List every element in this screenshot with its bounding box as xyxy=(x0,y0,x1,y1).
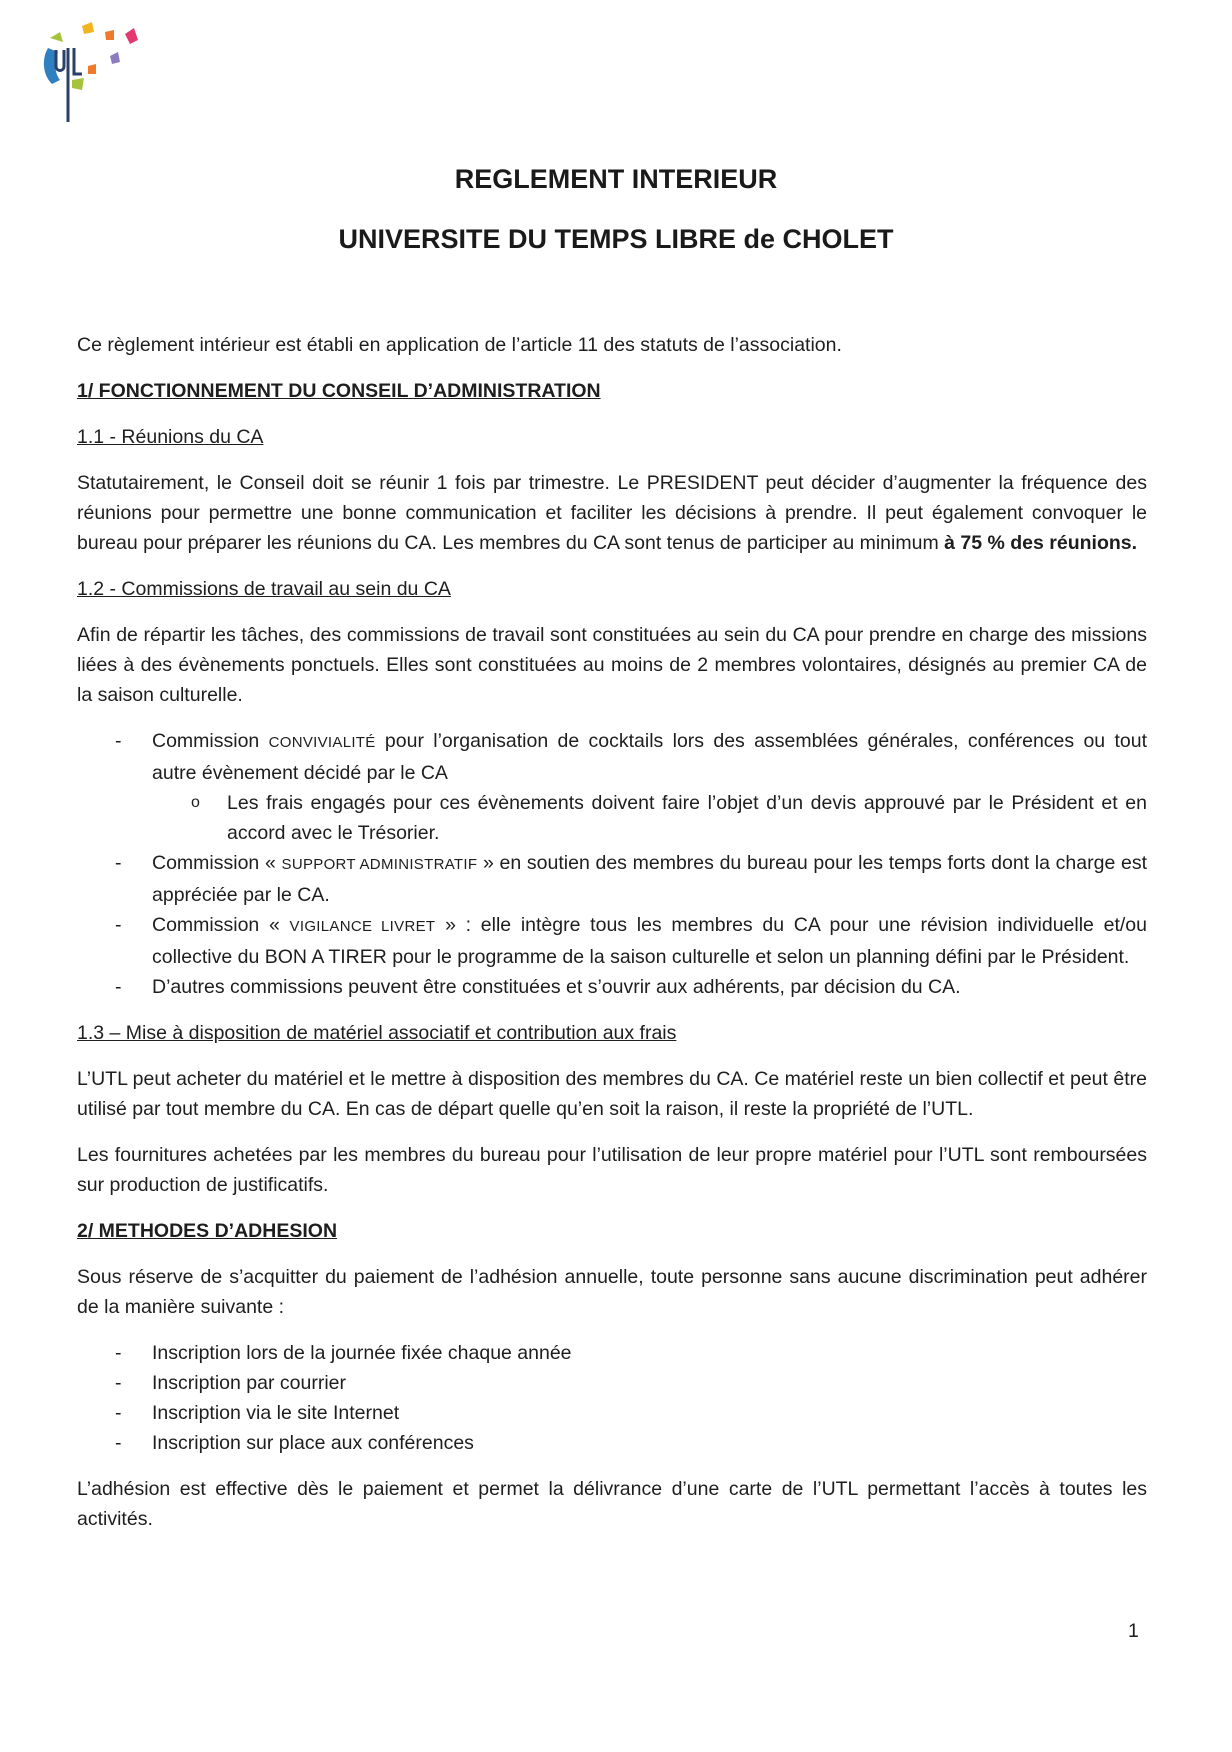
section-1-1-text: Statutairement, le Conseil doit se réunir 1 fois par trimestre. Le PRESIDENT peut décider d’augmenter la fréquence des réunions pour permettre une bonne communication et faciliter les décisions à prendre. Il peut également convoquer le bureau pour préparer les réunions du CA. Les membres du CA sont tenus de participer au minimum xyxy=(77,472,1147,554)
item-text: » en soutien des membres du bureau pour les temps forts dont la charge est appréciée par le CA. xyxy=(152,852,1148,906)
document-body xyxy=(77,330,1147,1550)
utl-logo-icon xyxy=(30,18,160,128)
list-item: - Inscription lors de la journée fixée chaque année xyxy=(77,1338,1147,1368)
document-title: REGLEMENT INTERIEUR xyxy=(454,164,778,194)
section-1-3-paragraph-1: L’UTL peut acheter du matériel et le mettre à disposition des membres du CA. Ce matériel reste un bien collectif et peut être utilisé par tout membre du CA. En cas de départ quelle qu’en soit la raison, il reste la propriété de l’UTL. xyxy=(77,1068,1147,1120)
item-text: Commission « xyxy=(152,852,282,874)
sub-list xyxy=(152,788,1147,848)
list-item xyxy=(77,910,1147,972)
section-1-1-heading: 1.1 - Réunions du CA xyxy=(77,426,264,448)
section-2-heading: 2/ METHODES D’ADHESION xyxy=(77,1220,338,1242)
list-item: - Inscription via le site Internet xyxy=(77,1398,1147,1428)
page-number: 1 xyxy=(1128,1620,1139,1642)
adhesion-methods-list xyxy=(77,1338,1147,1458)
section-2-paragraph: Sous réserve de s’acquitter du paiement de l’adhésion annuelle, toute personne sans aucune discrimination peut adhérer de la manière suivante : xyxy=(77,1266,1147,1318)
list-item: - D’autres commissions peuvent être constituées et s’ouvrir aux adhérents, par décision du CA. xyxy=(77,972,1147,1002)
item-text: » : elle intègre tous les membres du CA pour une révision individuelle et/ou collective du BON A TIRER pour le programme de la saison culturelle et selon un planning défini par le Président. xyxy=(152,914,1147,968)
item-text: Commission « xyxy=(152,914,290,936)
list-item xyxy=(77,848,1147,910)
section-1-heading: 1/ FONCTIONNEMENT DU CONSEIL D’ADMINISTRATION xyxy=(77,380,601,402)
section-1-2-paragraph: Afin de répartir les tâches, des commissions de travail sont constituées au sein du CA pour prendre en charge des missions liées à des évènements ponctuels. Elles sont constituées au moins de 2 membres volontaires, désignés au premier CA de la saison culturelle. xyxy=(77,624,1147,706)
list-item: - Inscription par courrier xyxy=(77,1368,1147,1398)
item-smallcaps: SUPPORT ADMINISTRATIF xyxy=(281,856,478,873)
list-item: - Inscription sur place aux conférences xyxy=(77,1428,1147,1458)
section-1-3-heading: 1.3 – Mise à disposition de matériel associatif et contribution aux frais xyxy=(77,1022,677,1044)
section-1-3-paragraph-2: Les fournitures achetées par les membres du bureau pour l’utilisation de leur propre matériel pour l’UTL sont remboursées sur production de justificatifs. xyxy=(77,1144,1147,1196)
item-text: pour l’organisation de cocktails lors des assemblées générales, conférences ou tout autre évènement décidé par le CA xyxy=(152,730,1148,784)
commissions-list xyxy=(77,726,1147,1002)
section-1-2-heading: 1.2 - Commissions de travail au sein du CA xyxy=(77,578,451,600)
item-text: Commission xyxy=(152,730,269,752)
intro-paragraph: Ce règlement intérieur est établi en application de l’article 11 des statuts de l’association. xyxy=(77,334,842,356)
item-smallcaps: VIGILANCE LIVRET xyxy=(289,918,436,935)
sub-list-item: o Les frais engagés pour ces évènements doivent faire l’objet d’un devis approuvé par le Président et en accord avec le Trésorier. xyxy=(152,788,1147,848)
document-subtitle: UNIVERSITE DU TEMPS LIBRE de CHOLET xyxy=(338,224,894,254)
section-2-closing: L’adhésion est effective dès le paiement et permet la délivrance d’une carte de l’UTL permettant l’accès à toutes les activités. xyxy=(77,1478,1147,1530)
list-item xyxy=(77,726,1147,848)
section-1-1-paragraph xyxy=(77,468,1147,558)
section-1-1-bold: à 75 % des réunions. xyxy=(944,532,1138,554)
item-smallcaps: CONVIVIALITÉ xyxy=(268,734,376,751)
